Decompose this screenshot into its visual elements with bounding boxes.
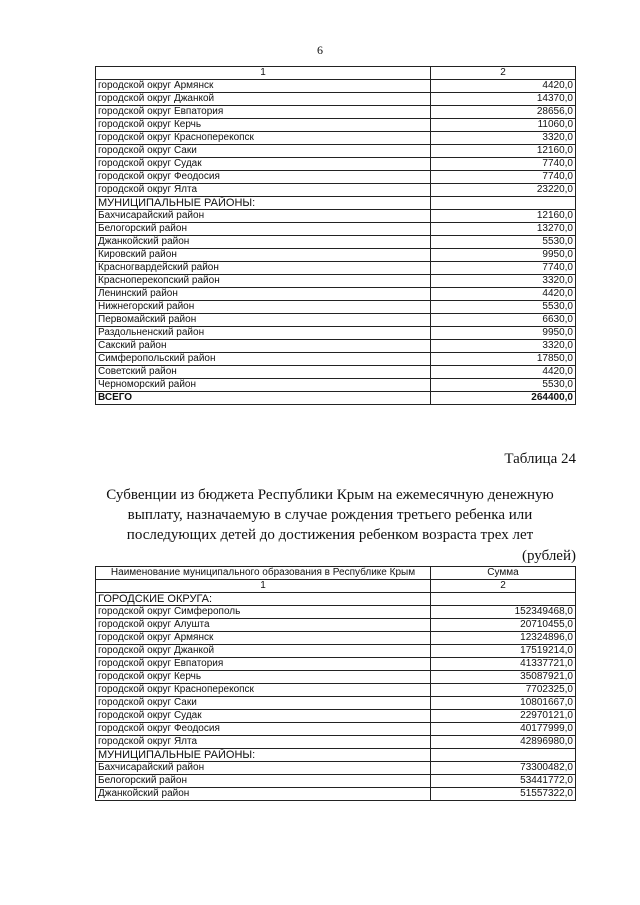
table-row [96, 301, 576, 314]
row-name-cell: Белогорский район [96, 775, 431, 788]
row-value-cell: 5530,0 [431, 236, 576, 249]
row-name-cell: ГОРОДСКИЕ ОКРУГА: [96, 593, 431, 606]
row-name-cell: Красногвардейский район [96, 262, 431, 275]
row-name-cell: городской округ Евпатория [96, 658, 431, 671]
table-24 [95, 566, 576, 801]
row-name-cell: Советский район [96, 366, 431, 379]
table-row [96, 632, 576, 645]
row-name-cell: городской округ Судак [96, 710, 431, 723]
row-value-cell: 10801667,0 [431, 697, 576, 710]
row-value-cell: 13270,0 [431, 223, 576, 236]
table-row [96, 184, 576, 197]
row-name-cell: городской округ Керчь [96, 119, 431, 132]
row-name-cell: Раздольненский район [96, 327, 431, 340]
row-value-cell: 17850,0 [431, 353, 576, 366]
table-row [96, 106, 576, 119]
row-value-cell: 3320,0 [431, 275, 576, 288]
table-row [96, 606, 576, 619]
row-name-cell: городской округ Саки [96, 145, 431, 158]
table-row [96, 275, 576, 288]
title-line: последующих детей до достижения ребенком возраста трех лет [126, 527, 534, 543]
table-row [96, 327, 576, 340]
table-row [96, 658, 576, 671]
row-name-cell: городской округ Красноперекопск [96, 684, 431, 697]
row-name-cell: МУНИЦИПАЛЬНЫЕ РАЙОНЫ: [96, 197, 431, 210]
row-name-cell: Белогорский район [96, 223, 431, 236]
row-name-cell: городской округ Джанкой [96, 645, 431, 658]
row-name-cell: городской округ Джанкой [96, 93, 431, 106]
row-name-cell: Кировский район [96, 249, 431, 262]
table-row [96, 723, 576, 736]
row-name-cell: Джанкойский район [96, 788, 431, 801]
table-row [96, 379, 576, 392]
table1-body [96, 67, 576, 405]
table-row [96, 80, 576, 93]
row-name-cell: Джанкойский район [96, 236, 431, 249]
table2-body [96, 567, 576, 801]
row-name-cell: городской округ Ялта [96, 184, 431, 197]
table-row [96, 314, 576, 327]
row-name-cell: городской округ Симферополь [96, 606, 431, 619]
section-row [96, 749, 576, 762]
table-row [96, 671, 576, 684]
row-value-cell: 5530,0 [431, 379, 576, 392]
row-value-cell: 12160,0 [431, 145, 576, 158]
row-value-cell: 12160,0 [431, 210, 576, 223]
table-title [60, 485, 600, 545]
row-value-cell: 40177999,0 [431, 723, 576, 736]
row-value-cell: 7702325,0 [431, 684, 576, 697]
table-label: Таблица 24 [504, 451, 576, 467]
row-name-cell: Бахчисарайский район [96, 762, 431, 775]
row-value-cell [431, 197, 576, 210]
table-row [96, 775, 576, 788]
column-number-2: 2 [431, 580, 576, 593]
row-value-cell: 9950,0 [431, 249, 576, 262]
table-row [96, 132, 576, 145]
table-row [96, 93, 576, 106]
row-value-cell: 4420,0 [431, 366, 576, 379]
row-name-cell: городской округ Феодосия [96, 171, 431, 184]
table-row [96, 619, 576, 632]
table-row [96, 145, 576, 158]
table-row [96, 788, 576, 801]
row-name-cell: городской округ Судак [96, 158, 431, 171]
table-row [96, 710, 576, 723]
column-number-2: 2 [431, 67, 576, 80]
title-line: Субвенции из бюджета Республики Крым на ежемесячную денежную [106, 487, 554, 503]
row-name-cell: МУНИЦИПАЛЬНЫЕ РАЙОНЫ: [96, 749, 431, 762]
row-value-cell: 23220,0 [431, 184, 576, 197]
row-value-cell: 35087921,0 [431, 671, 576, 684]
row-name-cell: городской округ Феодосия [96, 723, 431, 736]
table-header-row [96, 567, 576, 580]
row-name-cell: Красноперекопский район [96, 275, 431, 288]
table-row [96, 236, 576, 249]
row-name-cell: городской округ Саки [96, 697, 431, 710]
table-row [96, 158, 576, 171]
table-row [96, 223, 576, 236]
row-value-cell: 42896980,0 [431, 736, 576, 749]
table-row [96, 262, 576, 275]
table-row [96, 171, 576, 184]
row-value-cell [431, 749, 576, 762]
table-row [96, 645, 576, 658]
section-row [96, 593, 576, 606]
row-value-cell: 11060,0 [431, 119, 576, 132]
table-row [96, 736, 576, 749]
column-number-row [96, 580, 576, 593]
row-value-cell: 6630,0 [431, 314, 576, 327]
table-row [96, 353, 576, 366]
table-row [96, 210, 576, 223]
row-value-cell: 3320,0 [431, 132, 576, 145]
table-row [96, 366, 576, 379]
row-value-cell: 7740,0 [431, 262, 576, 275]
row-value-cell: 7740,0 [431, 158, 576, 171]
row-value-cell: 53441772,0 [431, 775, 576, 788]
row-value-cell: 28656,0 [431, 106, 576, 119]
table-row [96, 249, 576, 262]
table-row [96, 119, 576, 132]
row-value-cell: 264400,0 [431, 392, 576, 405]
title-line: выплату, назначаемую в случае рождения третьего ребенка или [127, 507, 533, 523]
row-name-cell: ВСЕГО [96, 392, 431, 405]
row-value-cell: 12324896,0 [431, 632, 576, 645]
row-value-cell: 73300482,0 [431, 762, 576, 775]
row-value-cell [431, 593, 576, 606]
row-value-cell: 14370,0 [431, 93, 576, 106]
column-number-1: 1 [96, 580, 431, 593]
row-name-cell: Первомайский район [96, 314, 431, 327]
total-row [96, 392, 576, 405]
row-value-cell: 20710455,0 [431, 619, 576, 632]
table-row [96, 684, 576, 697]
row-name-cell: городской округ Керчь [96, 671, 431, 684]
row-name-cell: Ленинский район [96, 288, 431, 301]
column-number-1: 1 [96, 67, 431, 80]
table-row [96, 288, 576, 301]
row-name-cell: городской округ Армянск [96, 80, 431, 93]
row-name-cell: городской округ Красноперекопск [96, 132, 431, 145]
row-value-cell: 5530,0 [431, 301, 576, 314]
row-value-cell: 3320,0 [431, 340, 576, 353]
table-row [96, 340, 576, 353]
row-value-cell: 4420,0 [431, 288, 576, 301]
row-name-cell: городской округ Ялта [96, 736, 431, 749]
section-row [96, 197, 576, 210]
row-value-cell: 22970121,0 [431, 710, 576, 723]
column-header-amount: Сумма [431, 567, 576, 580]
row-value-cell: 51557322,0 [431, 788, 576, 801]
row-value-cell: 7740,0 [431, 171, 576, 184]
row-name-cell: Нижнегорский район [96, 301, 431, 314]
row-name-cell: Симферопольский район [96, 353, 431, 366]
units-label: (рублей) [521, 548, 576, 564]
row-name-cell: городской округ Евпатория [96, 106, 431, 119]
row-name-cell: Черноморский район [96, 379, 431, 392]
row-name-cell: Сакский район [96, 340, 431, 353]
subventions-table-continued [95, 66, 576, 405]
row-name-cell: городской округ Армянск [96, 632, 431, 645]
row-value-cell: 17519214,0 [431, 645, 576, 658]
row-value-cell: 4420,0 [431, 80, 576, 93]
table-row [96, 697, 576, 710]
row-value-cell: 152349468,0 [431, 606, 576, 619]
row-value-cell: 9950,0 [431, 327, 576, 340]
table-header-row [96, 67, 576, 80]
column-header-name: Наименование муниципального образования в Республике Крым [96, 567, 431, 580]
page-number: 6 [317, 43, 323, 57]
row-name-cell: Бахчисарайский район [96, 210, 431, 223]
table-row [96, 762, 576, 775]
row-value-cell: 41337721,0 [431, 658, 576, 671]
row-name-cell: городской округ Алушта [96, 619, 431, 632]
